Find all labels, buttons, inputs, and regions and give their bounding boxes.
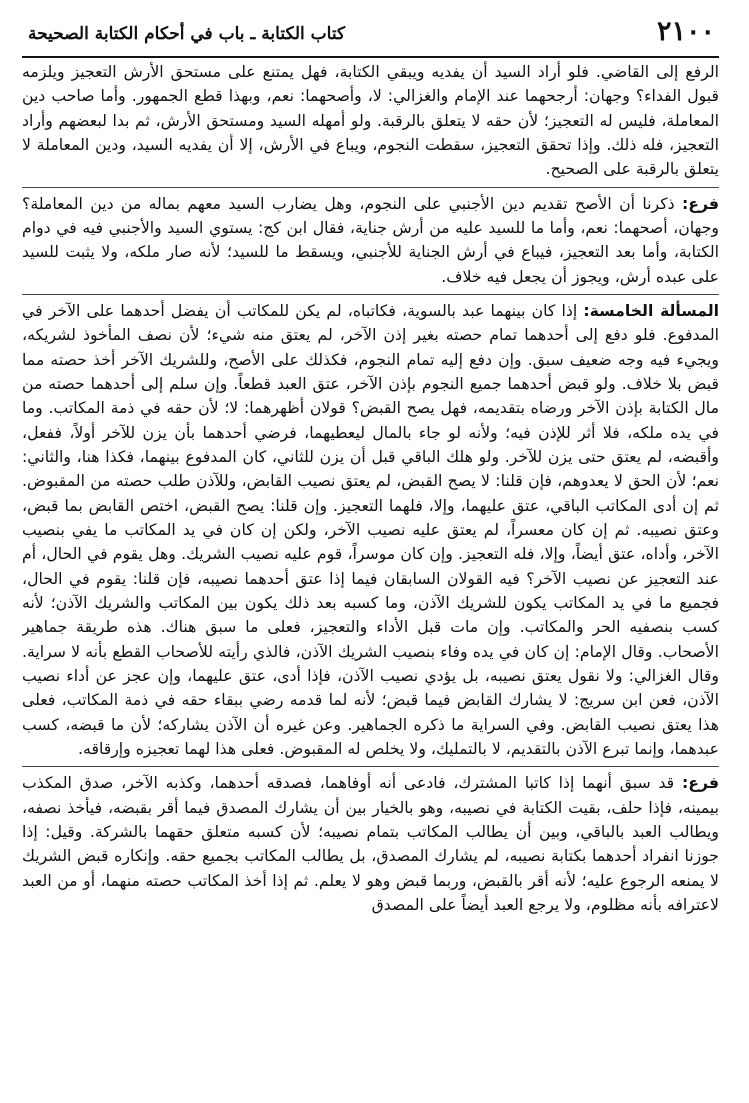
- paragraph-separator: [22, 187, 719, 188]
- page-header: [22, 14, 719, 58]
- paragraph-separator: [22, 766, 719, 767]
- paragraph-far-2: [22, 771, 719, 917]
- paragraph-text: قد سبق أنهما إذا كاتبا المشترك، فادعى أنه أوفاهما، فصدقه أحدهما، وكذبه الآخر، صدق المكذب بيمينه، فإذا حلف، بقيت الكتابة في نصيبه، وهو بالخيار بين أن يشارك المصدق فيما أقر بقبضه، فيأخذ نصفه، ويطالب العبد بالباقي، وبين أن يطالب المكاتب بتمام نصيبه؛ لأن كسبه متعلق حقهما بالشركة. وقيل: إذا جوزنا انفراد أحدهما بكتابة نصيبه، لم يشارك المصدق، بل يطالب المكاتب بجميع حقه. وإنكاره قبض الشريك لا يمنعه الرجوع عليه؛ لأنه أقر بالقبض، وربما قبض وهو لا يعلم. ثم إذا أخذ المكاتب حصته منهما، أو من العبد لاعترافه بأنه مظلوم، ولا يرجع العبد أيضاً على المصدق: [22, 773, 719, 914]
- body-text: [22, 60, 719, 1091]
- paragraph-heading: فرع:: [681, 193, 719, 213]
- paragraph-far-1: [22, 192, 719, 289]
- paragraph-text: إذا كان بينهما عبد بالسوية، فكاتباه، لم يكن للمكاتب أن يفضل أحدهما على الآخر في المدفوع. فلو دفع إلى أحدهما تمام حصته بغير إذن الآخر، لم يعتق منه شيء؛ لأن نصف المأخوذ لشريكه، ويجيء فيه وجه ضعيف سبق. وإن دفع إليه تمام النجوم، فكذلك على الأصح، وللشريك الآخر أخذ حصته مما قبض بلا خلاف. ولو قبض أحدهما جميع النجوم بإذن الآخر، عتق العبد قطعاً. وإن سلم إلى أحدهما حصته من مال الكتابة بإذن الآخر ورضاه بتقديمه، فهل يصح القبض؟ قولان أظهرهما: لا؛ لأن حقه في ذمة المكاتب. وما في يده ملكه، فلا أثر للإذن فيه؛ ولأنه لو جاء بالمال ليعطيهما، فرضي أحدهما بأن يزن للآخر أولاً، ففعل، وأقبضه، لم يعتق حتى يزن للآخر. ولو هلك الباقي قبل أن يزن للثاني، كان المدفوع بينهما، فكذا هنا، والثاني: نعم؛ لأن الحق لا يعدوهم، فإن قلنا: لا يصح القبض، لم يعتق نصيب القابض، وللآذن طلب حصته من المقبوض. ثم إن أدى المكاتب الباقي، عتق عليهما، وإلا، فلهما التعجيز. وإن قلنا: يصح القبض، اختص القابض بما قبض، وعتق نصيبه. ثم إن كان معسراً، لم يعتق عليه نصيب الآخر، ولكن إن كان في يد المكاتب ما يفي بنصيب الآخر، وأداه، عتق أيضاً، وإلا، فله التعجيز. وإن كان موسراً، قوم عليه نصيب الشريك. وهل يقوم في الحال، أم عند التعجيز عن نصيب الآخر؟ فيه القولان السابقان فيما إذا عتق أحدهما نصيبه، فإن قلنا: يقوم في الحال، فجميع ما في يد المكاتب يكون للشريك الآذن، وما كسبه بعد ذلك يكون بين المكاتب والشريك الآذن؛ لأنه كسب بنصفيه الحر والمكاتب. وإن مات قبل الأداء والتعجيز، فعلى ما سبق هناك. هذه طريقة جماهير الأصحاب. وقال الإمام: إن كان في يده وفاء بنصيب الشريك الآذن، فالذي رأيته للأصحاب القطع بأنه لا سراية. وقال الغزالي: ولا نقول يعتق نصيبه، بل يؤدي نصيب الآذن، فإذا أدى، عتق عليهما، وإن عجز عن أداء نصيب الآذن، فعن ابن سريج: لا يشارك القابض فيما قبض؛ لأنه لما قدمه رضي ببقاء حقه في ذمة المكاتب، فعلى هذا يعتق نصيب القابض. وفي السراية ما ذكره الجماهير. وعن غيره أن الآذن يشاركه؛ لأن ما قبضه، كسب عبدهما، وإنما تبرع الآذن بالتقديم، لا بالتمليك، ولا يخلص له المقبوض. فعلى هذا لهما تعجيزه وإرقاقه.: [22, 300, 719, 758]
- paragraph-separator: [22, 294, 719, 295]
- paragraph-text: الرفع إلى القاضي. فلو أراد السيد أن يفديه ويبقي الكتابة، فهل يمتنع على مستحق الأرش التعجيز ويلزمه قبول الفداء؟ وجهان: أرجحهما عند الإمام والغزالي: لا، وأصحهما: نعم، وبهذا قطع الجمهور. وأما صاحب دين المعاملة، فليس له التعجيز؛ لأن حقه لا يتعلق بالرقبة. ولو أمهله السيد ومستحق الأرش، ثم بدا لبعضهم وأراد التعجيز، فله ذلك. وإذا تحقق التعجيز، سقطت النجوم، ويباع في الأرش، إلا أن يفديه السيد، ودين المعاملة لا يتعلق بالرقبة على الصحيح.: [22, 62, 719, 179]
- paragraph-heading: المسألة الخامسة:: [583, 300, 719, 320]
- paragraph-text: ذكرنا أن الأصح تقديم دين الأجنبي على النجوم، وهل يضارب السيد معهم بماله من دين المعاملة؟ وجهان، أصحهما: نعم، وأما ما للسيد عليه من أرش جناية، فقال ابن كج: يستوي السيد والأجنبي فيه في دوام الكتابة، وأما بعد التعجيز، فيباع في أرش الجناية للأجنبي، ويسقط ما للسيد؛ لأنه صار ملكه، ولا يثبت للسيد على عبده أرش، ويجوز أن يجعل فيه خلاف.: [22, 193, 719, 286]
- paragraph-masala-5: [22, 299, 719, 761]
- running-title: كتاب الكتابة ـ باب في أحكام الكتابة الصحيحة: [28, 24, 346, 44]
- page-number: ٢١٠٠: [656, 16, 715, 47]
- paragraph-heading: فرع:: [681, 773, 719, 793]
- paragraph-continuation: [22, 60, 719, 182]
